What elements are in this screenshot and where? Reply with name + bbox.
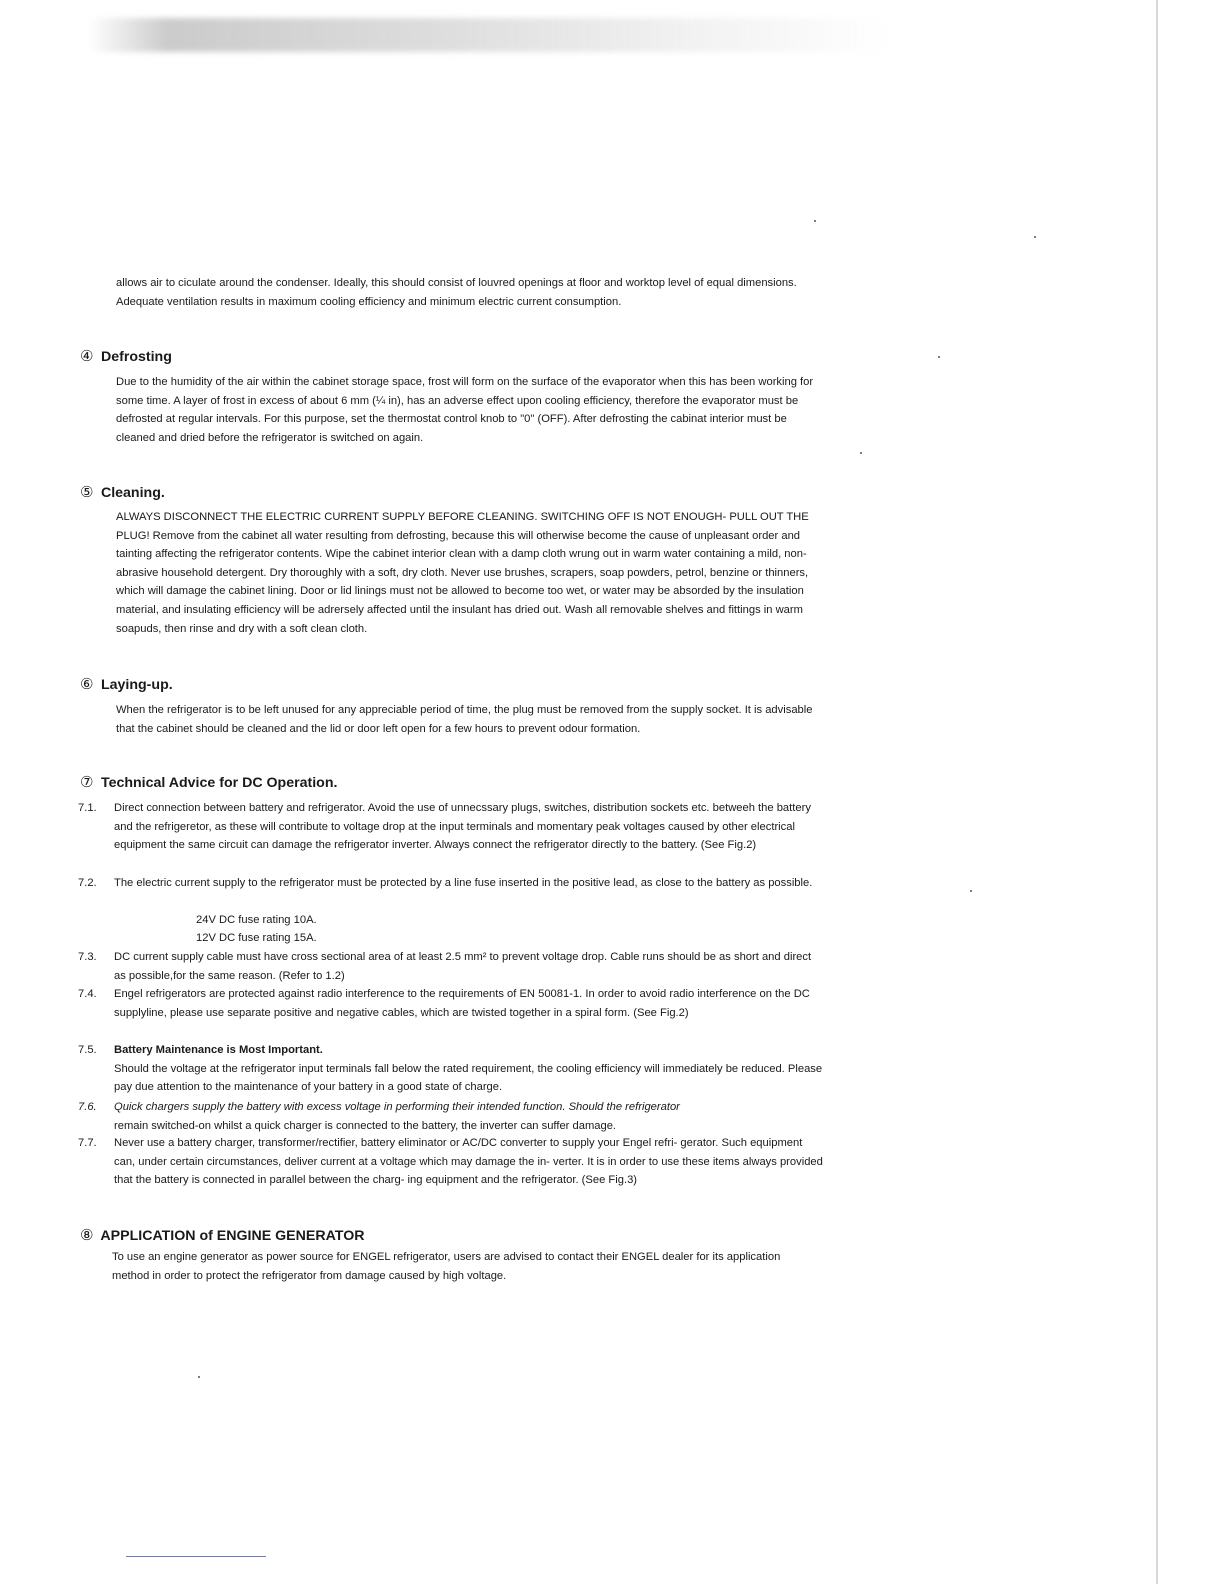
item-number: 7.7.: [78, 1137, 97, 1149]
item-number: 7.1.: [78, 802, 97, 814]
scan-speck: [970, 890, 972, 892]
section-heading-laying-up: [80, 675, 173, 695]
section-number: ⑥: [80, 676, 94, 693]
item-italic-text: Quick chargers supply the battery with excess voltage in performing their intended function. Should the refrigerator: [114, 1101, 680, 1113]
list-item: [78, 1041, 823, 1097]
scan-speck: [860, 452, 862, 454]
item-heading: Battery Maintenance is Most Important.: [114, 1044, 323, 1056]
item-text: Should the voltage at the refrigerator input terminals fall below the rated requirement, the cooling efficiency will immediately be reduced. Please pay due attention to the maintenance of your battery in a good state of charge.: [114, 1062, 823, 1094]
list-item: [78, 1098, 823, 1135]
section-title: APPLICATION of ENGINE GENERATOR: [100, 1228, 365, 1244]
item-text: DC current supply cable must have cross sectional area of at least 2.5 mm² to prevent voltage drop. Cable runs should be as short and direct as possible,for the same reason. (Refer to 1.2): [114, 951, 812, 982]
item-number: 7.5.: [78, 1044, 97, 1056]
section-heading-cleaning: [80, 483, 165, 503]
section-title: Defrosting: [100, 349, 172, 365]
item-text: Direct connection between battery and refrigerator. Avoid the use of unnecssary plugs, switches, distribution sockets etc. betweeh the battery and the refrigeretor, as these will contribute to voltage drop at the input terminals and momentary peak voltages caused by other electrical equipment the same circuit can damage the refrigerator inverter. Always connect the refrigerator directly to the battery. (See Fig.2): [114, 802, 811, 852]
section-heading-dc-operation: [80, 773, 337, 793]
scan-speck: [938, 356, 940, 358]
section-title: Laying-up.: [100, 677, 173, 693]
scan-speck: [198, 1376, 200, 1378]
item-number: 7.3.: [78, 951, 97, 963]
section-title: Cleaning.: [100, 485, 165, 501]
item-text: The electric current supply to the refrigerator must be protected by a line fuse inserted in the positive lead, as close to the battery as possible.: [114, 877, 813, 889]
section-heading-engine-generator: [80, 1226, 364, 1246]
scan-speck: [814, 220, 816, 222]
section-number: ⑤: [80, 484, 94, 501]
item-text: Engel refrigerators are protected against radio interference to the requirements of EN 50081-1. In order to avoid radio interference on the DC supplyline, please use separate positive and negative cables, which are twisted together in a spiral form. (See Fig.2): [114, 988, 810, 1019]
laying-up-paragraph: When the refrigerator is to be left unused for any appreciable period of time, the plug must be removed from the supply socket. It is advisable that the cabinet should be cleaned and the lid or door left open for a few hours to prevent odour formation.: [116, 704, 813, 735]
list-item: [78, 1134, 823, 1190]
cleaning-paragraph: ALWAYS DISCONNECT THE ELECTRIC CURRENT SUPPLY BEFORE CLEANING. SWITCHING OFF IS NOT ENOUGH- PULL OUT THE PLUG! Remove from the cabinet all water resulting from defrosting, because this will otherwise become the cause of unpleasant order and tainting affecting the refrigerator contents. Wipe the cabinet interior clean with a damp cloth wrung out in warm water containing a mild, non-abrasive household detergent. Dry thoroughly with a soft, dry cloth. Never use brushes, scrapers, soap powders, petrol, benzine or thinners, which will damage the cabinet lining. Door or lid linings must not be allowed to become too wet, or water may be absorded by the insulation material, and insulating efficiency will be adrersely affected until the insulant has dried out. Wash all removable shelves and fittings in warm soapuds, then rinse and dry with a soft clean cloth.: [116, 511, 809, 635]
scan-artifact: [88, 18, 888, 52]
section-heading-defrosting: [80, 347, 172, 367]
item-text: remain switched-on whilst a quick charger is connected to the battery, the inverter can suffer damage.: [114, 1119, 617, 1132]
list-item: [78, 874, 823, 893]
engine-generator-paragraph: To use an engine generator as power source for ENGEL refrigerator, users are advised to contact their ENGEL dealer for its application method in order to protect the refrigerator from damage caused by high voltage.: [112, 1251, 781, 1282]
section-number: ⑦: [80, 774, 94, 791]
section-number: ④: [80, 348, 94, 365]
intro-paragraph: allows air to ciculate around the condenser. Ideally, this should consist of louvred openings at floor and worktop level of equal dimensions. Adequate ventilation results in maximum cooling efficiency and minimum electric current consumption.: [116, 277, 797, 308]
section-title: Technical Advice for DC Operation.: [100, 775, 338, 791]
section-number: ⑧: [80, 1227, 94, 1244]
defrosting-paragraph: Due to the humidity of the air within the cabinet storage space, frost will form on the surface of the evaporator when this has been working for some time. A layer of frost in excess of about 6 mm (¼ in), has an adverse effect upon cooling efficiency, therefore the evaporator must be defrosted at regular intervals. For this purpose, set the thermostat control knob to "0" (OFF). After defrosting the cabinat interior must be cleaned and dried before the refrigerator is switched on again.: [116, 376, 814, 444]
list-item: [78, 985, 823, 1022]
scan-speck: [1034, 236, 1036, 238]
list-item: [78, 799, 823, 855]
item-number: 7.2.: [78, 877, 97, 889]
page-edge: [1156, 0, 1158, 1584]
footnote-rule: [126, 1556, 266, 1557]
item-number: 7.6.: [78, 1101, 97, 1113]
item-number: 7.4.: [78, 988, 97, 1000]
fuse-rating: 12V DC fuse rating 15A.: [196, 932, 317, 944]
fuse-rating: 24V DC fuse rating 10A.: [196, 914, 317, 926]
list-item: [78, 948, 823, 985]
item-text: Never use a battery charger, transformer/rectifier, battery eliminator or AC/DC converter to supply your Engel refri- gerator. Such equipment can, under certain circumstances, deliver current at a voltage which may damage the in- verter. It is in order to use these items always provided that the battery is connected in parallel between the charg- ing equipment and the refrigerator. (See Fig.3): [114, 1137, 823, 1187]
